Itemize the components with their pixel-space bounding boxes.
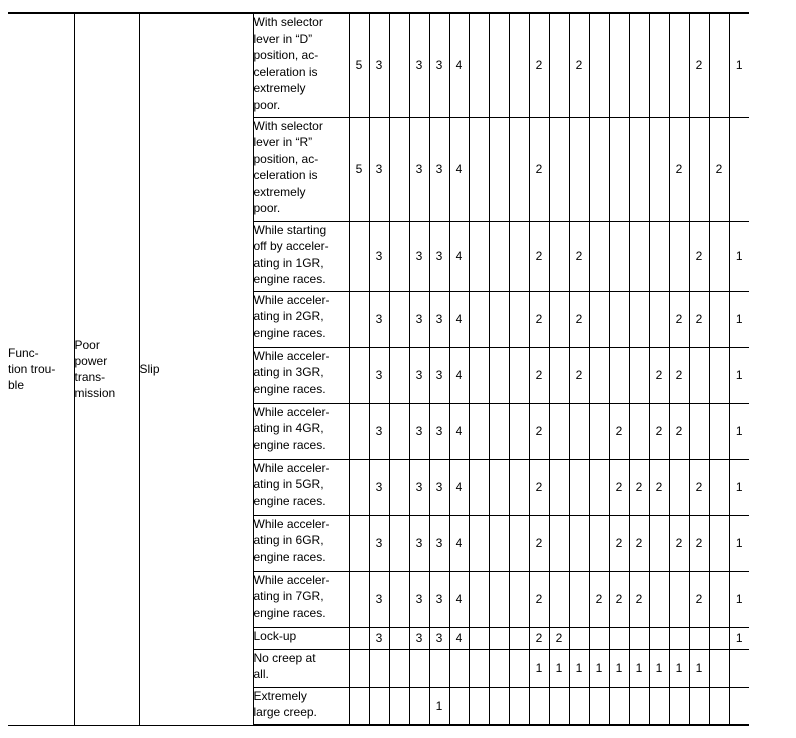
priority-cell <box>669 571 689 627</box>
priority-cell <box>369 649 389 687</box>
priority-cell: 3 <box>429 459 449 515</box>
priority-cell: 1 <box>729 571 749 627</box>
priority-cell: 2 <box>569 347 589 403</box>
priority-cell: 2 <box>549 627 569 649</box>
priority-cell <box>589 627 609 649</box>
priority-cell <box>569 687 589 725</box>
priority-cell: 1 <box>609 649 629 687</box>
priority-cell <box>489 403 509 459</box>
priority-cell: 3 <box>409 291 429 347</box>
priority-cell: 3 <box>429 291 449 347</box>
priority-cell <box>709 403 729 459</box>
condition-cell: While acceler- ating in 7GR, engine races. <box>253 571 349 627</box>
priority-cell: 2 <box>689 459 709 515</box>
priority-cell <box>489 117 509 221</box>
priority-cell: 3 <box>369 13 389 117</box>
priority-cell <box>389 291 409 347</box>
priority-cell <box>549 403 569 459</box>
priority-cell: 2 <box>609 515 629 571</box>
priority-cell <box>549 515 569 571</box>
priority-cell <box>569 117 589 221</box>
priority-cell: 3 <box>409 221 429 291</box>
priority-cell <box>589 459 609 515</box>
priority-cell: 3 <box>429 221 449 291</box>
table-row <box>8 13 749 117</box>
priority-cell <box>669 627 689 649</box>
priority-cell <box>569 571 589 627</box>
priority-cell: 3 <box>409 627 429 649</box>
priority-cell <box>349 403 369 459</box>
priority-cell <box>349 221 369 291</box>
priority-cell <box>569 627 589 649</box>
priority-cell <box>509 347 529 403</box>
condition-cell: No creep at all. <box>253 649 349 687</box>
priority-cell <box>649 515 669 571</box>
priority-cell <box>649 117 669 221</box>
priority-cell <box>629 687 649 725</box>
priority-cell: 2 <box>569 13 589 117</box>
priority-cell <box>549 117 569 221</box>
priority-cell <box>469 649 489 687</box>
priority-cell <box>549 221 569 291</box>
priority-cell <box>349 687 369 725</box>
priority-cell: 3 <box>429 403 449 459</box>
priority-cell <box>609 627 629 649</box>
priority-cell <box>469 13 489 117</box>
priority-cell: 4 <box>449 221 469 291</box>
condition-cell: While acceler- ating in 2GR, engine races. <box>253 291 349 347</box>
priority-cell <box>469 291 489 347</box>
priority-cell <box>509 221 529 291</box>
priority-cell: 2 <box>629 459 649 515</box>
priority-cell <box>589 687 609 725</box>
priority-cell <box>589 221 609 291</box>
priority-cell: 1 <box>729 627 749 649</box>
priority-cell: 1 <box>549 649 569 687</box>
priority-cell <box>629 627 649 649</box>
priority-cell: 3 <box>429 347 449 403</box>
priority-cell: 2 <box>529 515 549 571</box>
condition-cell: With selector lever in “D” position, ac- celeration is extremely poor. <box>253 13 349 117</box>
condition-cell: Extremely large creep. <box>253 687 349 725</box>
priority-cell <box>549 571 569 627</box>
priority-cell: 3 <box>409 571 429 627</box>
priority-cell: 2 <box>529 571 549 627</box>
priority-cell: 1 <box>569 649 589 687</box>
priority-cell <box>629 291 649 347</box>
priority-cell <box>349 627 369 649</box>
priority-cell <box>489 459 509 515</box>
priority-cell <box>469 221 489 291</box>
priority-cell <box>569 459 589 515</box>
priority-cell <box>709 571 729 627</box>
priority-cell <box>509 459 529 515</box>
priority-cell <box>509 403 529 459</box>
priority-cell: 2 <box>529 347 549 403</box>
priority-cell: 5 <box>349 117 369 221</box>
priority-cell <box>629 13 649 117</box>
priority-cell <box>469 515 489 571</box>
priority-cell <box>689 687 709 725</box>
condition-cell: While acceler- ating in 5GR, engine races. <box>253 459 349 515</box>
priority-cell: 1 <box>669 649 689 687</box>
priority-cell: 2 <box>709 117 729 221</box>
priority-cell: 3 <box>369 459 389 515</box>
priority-cell: 4 <box>449 627 469 649</box>
priority-cell <box>389 571 409 627</box>
priority-cell: 1 <box>729 403 749 459</box>
priority-cell <box>629 117 649 221</box>
priority-cell <box>489 515 509 571</box>
priority-cell <box>529 687 549 725</box>
priority-cell <box>509 571 529 627</box>
priority-cell: 3 <box>429 571 449 627</box>
priority-cell: 4 <box>449 515 469 571</box>
priority-cell: 2 <box>669 347 689 403</box>
priority-cell <box>389 347 409 403</box>
priority-cell: 1 <box>729 459 749 515</box>
priority-cell <box>589 347 609 403</box>
priority-cell <box>469 687 489 725</box>
priority-cell <box>669 459 689 515</box>
priority-cell <box>669 687 689 725</box>
priority-cell: 4 <box>449 291 469 347</box>
priority-cell <box>609 221 629 291</box>
symptom-category2: Poor power trans- mission <box>74 13 139 725</box>
priority-cell: 2 <box>609 459 629 515</box>
condition-cell: While acceler- ating in 6GR, engine races. <box>253 515 349 571</box>
priority-cell: 1 <box>529 649 549 687</box>
priority-cell: 2 <box>669 291 689 347</box>
priority-cell: 2 <box>529 291 549 347</box>
priority-cell: 2 <box>609 403 629 459</box>
priority-cell: 4 <box>449 571 469 627</box>
priority-cell <box>649 627 669 649</box>
priority-cell <box>709 13 729 117</box>
priority-cell <box>469 459 489 515</box>
priority-cell: 4 <box>449 117 469 221</box>
priority-cell <box>509 13 529 117</box>
priority-cell: 1 <box>429 687 449 725</box>
priority-cell: 2 <box>669 515 689 571</box>
priority-cell <box>389 627 409 649</box>
priority-cell: 3 <box>369 515 389 571</box>
priority-cell <box>649 571 669 627</box>
priority-cell <box>489 687 509 725</box>
priority-cell <box>469 403 489 459</box>
priority-cell <box>689 347 709 403</box>
priority-cell <box>389 221 409 291</box>
priority-cell <box>349 291 369 347</box>
priority-cell <box>709 649 729 687</box>
priority-cell <box>689 627 709 649</box>
priority-cell: 1 <box>629 649 649 687</box>
priority-cell <box>589 515 609 571</box>
priority-cell <box>649 687 669 725</box>
priority-cell <box>349 649 369 687</box>
priority-cell <box>729 117 749 221</box>
priority-cell: 3 <box>409 347 429 403</box>
priority-cell <box>549 459 569 515</box>
priority-cell <box>389 515 409 571</box>
table-body <box>8 13 749 725</box>
priority-cell <box>509 627 529 649</box>
priority-cell <box>569 403 589 459</box>
priority-cell <box>629 403 649 459</box>
priority-cell: 2 <box>569 221 589 291</box>
priority-cell: 2 <box>649 403 669 459</box>
priority-cell <box>469 117 489 221</box>
priority-cell: 2 <box>649 347 669 403</box>
priority-cell <box>429 649 449 687</box>
priority-cell: 3 <box>429 13 449 117</box>
priority-cell: 2 <box>689 291 709 347</box>
priority-cell <box>709 515 729 571</box>
priority-cell: 2 <box>689 221 709 291</box>
priority-cell <box>409 687 429 725</box>
condition-cell: While starting off by acceler- ating in 1GR, engine races. <box>253 221 349 291</box>
priority-cell: 3 <box>369 347 389 403</box>
priority-cell: 2 <box>529 13 549 117</box>
priority-cell: 2 <box>529 117 549 221</box>
symptom-category3: Slip <box>139 13 253 725</box>
priority-cell: 2 <box>529 403 549 459</box>
priority-cell <box>389 13 409 117</box>
priority-cell <box>389 117 409 221</box>
priority-cell <box>349 515 369 571</box>
priority-cell: 3 <box>409 117 429 221</box>
priority-cell <box>509 515 529 571</box>
priority-cell <box>689 403 709 459</box>
priority-cell <box>489 13 509 117</box>
priority-cell <box>489 627 509 649</box>
priority-cell <box>669 221 689 291</box>
priority-cell: 1 <box>649 649 669 687</box>
priority-cell <box>629 347 649 403</box>
priority-cell <box>389 687 409 725</box>
priority-cell: 2 <box>589 571 609 627</box>
priority-cell <box>509 687 529 725</box>
priority-cell <box>489 649 509 687</box>
priority-cell: 2 <box>669 403 689 459</box>
priority-cell <box>609 347 629 403</box>
priority-cell <box>729 649 749 687</box>
priority-cell: 2 <box>629 571 649 627</box>
priority-cell <box>389 403 409 459</box>
priority-cell: 2 <box>529 221 549 291</box>
priority-cell: 3 <box>409 459 429 515</box>
priority-cell: 1 <box>729 515 749 571</box>
priority-cell <box>609 291 629 347</box>
priority-cell: 4 <box>449 13 469 117</box>
priority-cell <box>549 13 569 117</box>
priority-cell: 3 <box>429 117 449 221</box>
priority-cell: 2 <box>629 515 649 571</box>
priority-cell <box>669 13 689 117</box>
priority-cell <box>709 627 729 649</box>
priority-cell <box>709 687 729 725</box>
priority-cell: 2 <box>689 13 709 117</box>
priority-cell <box>469 347 489 403</box>
priority-cell <box>589 403 609 459</box>
priority-cell <box>649 221 669 291</box>
priority-cell <box>489 347 509 403</box>
priority-cell <box>389 459 409 515</box>
priority-cell: 4 <box>449 403 469 459</box>
priority-cell: 3 <box>369 117 389 221</box>
diagnosis-table <box>8 12 749 726</box>
priority-cell <box>389 649 409 687</box>
priority-cell: 1 <box>729 291 749 347</box>
priority-cell <box>689 117 709 221</box>
priority-cell: 3 <box>369 291 389 347</box>
priority-cell: 3 <box>429 627 449 649</box>
priority-cell <box>649 13 669 117</box>
priority-cell <box>709 291 729 347</box>
priority-cell: 3 <box>369 571 389 627</box>
priority-cell: 3 <box>429 515 449 571</box>
priority-cell: 2 <box>669 117 689 221</box>
priority-cell <box>549 347 569 403</box>
priority-cell <box>589 291 609 347</box>
priority-cell <box>609 13 629 117</box>
priority-cell <box>369 687 389 725</box>
priority-cell <box>709 221 729 291</box>
priority-cell: 2 <box>689 571 709 627</box>
priority-cell: 1 <box>729 13 749 117</box>
priority-cell: 3 <box>369 403 389 459</box>
priority-cell: 2 <box>689 515 709 571</box>
priority-cell <box>509 291 529 347</box>
priority-cell <box>449 687 469 725</box>
condition-cell: While acceler- ating in 4GR, engine races. <box>253 403 349 459</box>
priority-cell <box>709 459 729 515</box>
priority-cell <box>509 649 529 687</box>
symptom-category1: Func- tion trou- ble <box>8 13 74 725</box>
condition-cell: While acceler- ating in 3GR, engine races. <box>253 347 349 403</box>
priority-cell: 2 <box>529 459 549 515</box>
priority-cell <box>649 291 669 347</box>
priority-cell <box>729 687 749 725</box>
priority-cell <box>549 291 569 347</box>
priority-cell: 3 <box>409 13 429 117</box>
priority-cell <box>469 571 489 627</box>
priority-cell: 1 <box>689 649 709 687</box>
priority-cell <box>569 515 589 571</box>
priority-cell: 3 <box>409 515 429 571</box>
priority-cell: 5 <box>349 13 369 117</box>
condition-cell: Lock-up <box>253 627 349 649</box>
priority-cell: 1 <box>729 347 749 403</box>
priority-cell <box>349 459 369 515</box>
priority-cell <box>709 347 729 403</box>
priority-cell: 4 <box>449 459 469 515</box>
priority-cell <box>489 221 509 291</box>
priority-cell <box>589 117 609 221</box>
priority-cell: 3 <box>369 627 389 649</box>
priority-cell <box>609 687 629 725</box>
priority-cell <box>349 347 369 403</box>
priority-cell <box>409 649 429 687</box>
priority-cell: 2 <box>649 459 669 515</box>
priority-cell: 2 <box>569 291 589 347</box>
priority-cell <box>589 13 609 117</box>
priority-cell <box>609 117 629 221</box>
priority-cell: 1 <box>589 649 609 687</box>
priority-cell: 2 <box>529 627 549 649</box>
priority-cell: 1 <box>729 221 749 291</box>
priority-cell: 3 <box>369 221 389 291</box>
priority-cell <box>489 571 509 627</box>
priority-cell <box>629 221 649 291</box>
condition-cell: With selector lever in “R” position, ac- celeration is extremely poor. <box>253 117 349 221</box>
priority-cell: 4 <box>449 347 469 403</box>
priority-cell <box>489 291 509 347</box>
priority-cell <box>349 571 369 627</box>
priority-cell <box>509 117 529 221</box>
priority-cell <box>549 687 569 725</box>
priority-cell <box>449 649 469 687</box>
priority-cell: 2 <box>609 571 629 627</box>
priority-cell: 3 <box>409 403 429 459</box>
priority-cell <box>469 627 489 649</box>
